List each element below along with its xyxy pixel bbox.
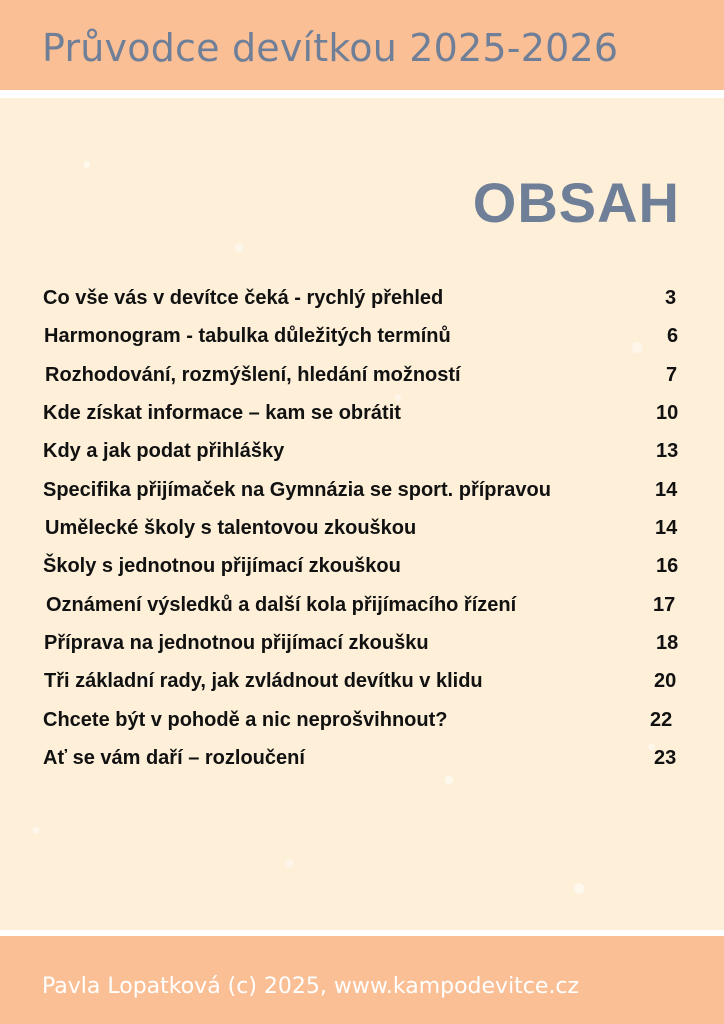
toc-entry-title: Kde získat informace – kam se obrátit [43, 402, 401, 424]
toc-entry-page: 14 [655, 479, 678, 501]
toc-entry[interactable] [0, 709, 724, 739]
toc-entry-page: 10 [656, 402, 679, 424]
toc-entry-page: 18 [656, 632, 679, 654]
toc-entry-title: Oznámení výsledků a další kola přijímacího řízení [46, 594, 517, 616]
toc-entry[interactable] [0, 670, 724, 700]
toc-entry[interactable] [0, 364, 724, 394]
divider-top [0, 90, 724, 98]
toc-entry-page: 13 [656, 440, 679, 462]
contents-heading: OBSAH [472, 171, 680, 234]
toc-entry-page: 3 [665, 287, 677, 309]
toc-entry-title: Ať se vám daří – rozloučení [43, 747, 305, 769]
toc-entry-title: Specifika přijímaček na Gymnázia se sport. přípravou [43, 479, 551, 501]
toc-entry-title: Školy s jednotnou přijímací zkouškou [43, 555, 401, 577]
toc-entry-title: Umělecké školy s talentovou zkouškou [45, 517, 417, 539]
footer-band [0, 936, 724, 1024]
toc-entry-title: Rozhodování, rozmýšlení, hledání možností [45, 364, 461, 386]
toc-entry[interactable] [0, 632, 724, 662]
toc-entry[interactable] [0, 555, 724, 585]
toc-entry-title: Harmonogram - tabulka důležitých termínů [44, 325, 451, 347]
toc-entry[interactable] [0, 517, 724, 547]
toc-entry[interactable] [0, 287, 724, 317]
toc-entry[interactable] [0, 594, 724, 624]
toc-entry-page: 20 [654, 670, 677, 692]
toc-entry-page: 17 [653, 594, 676, 616]
toc-entry-title: Chcete být v pohodě a nic neprošvihnout? [43, 709, 448, 731]
toc-entry-title: Tři základní rady, jak zvládnout devítku v klidu [44, 670, 483, 692]
toc-entry-title: Příprava na jednotnou přijímací zkoušku [44, 632, 429, 654]
toc-entry[interactable] [0, 479, 724, 509]
toc-entry-page: 22 [650, 709, 673, 731]
toc-entry[interactable] [0, 402, 724, 432]
document-title: Průvodce devítkou 2025-2026 [42, 26, 619, 70]
footer-credit: Pavla Lopatková (c) 2025, www.kampodevitce.cz [42, 974, 580, 999]
toc-entry[interactable] [0, 747, 724, 777]
header-band [0, 0, 724, 90]
toc-entry-title: Kdy a jak podat přihlášky [43, 440, 285, 462]
toc-entry-title: Co vše vás v devítce čeká - rychlý přehled [43, 287, 444, 309]
toc-entry-page: 14 [655, 517, 678, 539]
toc-entry-page: 7 [666, 364, 678, 386]
toc-entry-page: 6 [667, 325, 679, 347]
toc-entry[interactable] [0, 440, 724, 470]
toc-entry-page: 16 [656, 555, 679, 577]
toc-entry-page: 23 [654, 747, 677, 769]
toc-entry[interactable] [0, 325, 724, 355]
